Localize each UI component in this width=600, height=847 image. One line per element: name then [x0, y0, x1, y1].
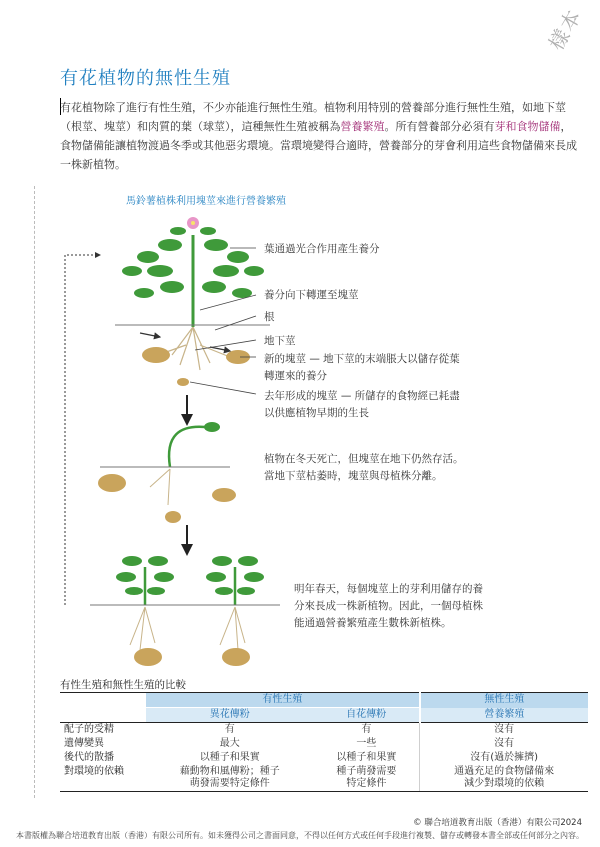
page-title: 有花植物的無性生殖 — [60, 68, 231, 89]
table-caption: 有性生殖和無性生殖的比較 — [60, 679, 186, 691]
header-vegetative: 營養繁殖 — [420, 708, 588, 723]
label-leaf: 葉通過光合作用產生養分 — [264, 243, 380, 255]
stage2-description — [264, 451, 464, 485]
label-old-tuber-line-2: 以供應植物早期的生長 — [264, 407, 369, 419]
label-old-tuber-line-1: 去年形成的塊莖 — 所儲存的食物經已耗盡 — [264, 390, 460, 402]
comparison-table — [60, 692, 588, 792]
label-new-tuber-line-1: 新的塊莖 — 地下莖的末端脹大以儲存從葉 — [264, 353, 460, 365]
stage3-line-1: 明年春天，每個塊莖上的芽利用儲存的養 — [294, 583, 483, 595]
intro-text-3: ，食物儲備能讓植物渡過冬季或其他惡劣環境。當環境變得合適時，營養部分的芽會利用這些食物儲備來長成一株新植物。 — [60, 120, 577, 171]
table-row: 後代的散播 以種子和果實 以種子和果實 沒有(過於擁擠) — [60, 751, 588, 765]
dying-plant — [169, 422, 220, 467]
new-plant-right — [206, 556, 264, 605]
potato-propagation-diagram — [60, 205, 580, 675]
diagram-caption: 馬鈴薯植株利用塊莖來進行營養繁殖 — [126, 196, 286, 207]
intro-paragraph — [60, 98, 580, 174]
stage3-line-3: 能通過營養繁殖產生數株新植株。 — [294, 617, 452, 629]
intro-text-2: 。所有營養部分必須有 — [384, 120, 495, 133]
mother-plant — [122, 217, 264, 327]
copyright-notice: © 聯合培道教育出版（香港）有限公司2024 — [413, 818, 582, 828]
header-self-pollination: 自花傳粉 — [313, 708, 419, 723]
footer-disclaimer: 本書版權為聯合培道教育出版（香港）有限公司所有。如未獲得公司之書面同意，不得以任何方式或任何手段進行複製、儲存或轉發本書全部或任何部分之內容。 — [16, 831, 584, 840]
cycle-dashed-line — [65, 255, 100, 605]
tubers-2 — [98, 474, 236, 523]
label-root: 根 — [264, 311, 275, 323]
table-row: 遺傳變異 最大 一些 沒有 — [60, 737, 588, 751]
keyword-vegetative-propagation: 營養繁殖 — [340, 120, 385, 133]
stage2-line-2: 當地下莖枯萎時，塊莖與母植株分離。 — [264, 470, 443, 482]
header-asexual: 無性生殖 — [420, 693, 588, 708]
keyword-bud-food-reserve: 芽和食物儲備 — [494, 120, 561, 133]
table-row: 配子的受精 有 有 沒有 — [60, 723, 588, 738]
header-sexual: 有性生殖 — [146, 693, 420, 708]
label-new-tuber — [264, 351, 460, 385]
label-old-tuber — [264, 388, 460, 422]
label-new-tuber-line-2: 轉運來的養分 — [264, 370, 327, 382]
label-transport: 養分向下轉運至塊莖 — [264, 289, 359, 301]
stage3-description — [294, 581, 483, 632]
tubers-3 — [134, 648, 250, 666]
new-plant-left — [116, 556, 174, 605]
header-cross-pollination: 異花傳粉 — [146, 708, 313, 723]
table-row: 對環境的依賴 藉動物和風傳粉；種子 萌發需要特定條件 種子萌發需要 特定條件 通過充足的食物儲備來 減少對環境的依賴 — [60, 765, 588, 792]
intro-text-1: 有花植物除了進行有性生殖，不少亦能進行無性生殖。植物利用特別的營養部分進行無性生殖，如地下莖（根莖、塊莖）和肉質的葉（球莖），這種無性生殖被稱為 — [60, 101, 566, 133]
stage2-line-1: 植物在冬天死亡，但塊莖在地下仍然存活。 — [264, 453, 464, 465]
margin-dashed-rule — [34, 186, 35, 798]
stage3-line-2: 分來長成一株新植物。因此，一個母植株 — [294, 600, 483, 612]
sample-watermark: 樣本 — [543, 4, 587, 55]
label-stem: 地下莖 — [264, 335, 296, 347]
tubers-1 — [142, 347, 250, 386]
